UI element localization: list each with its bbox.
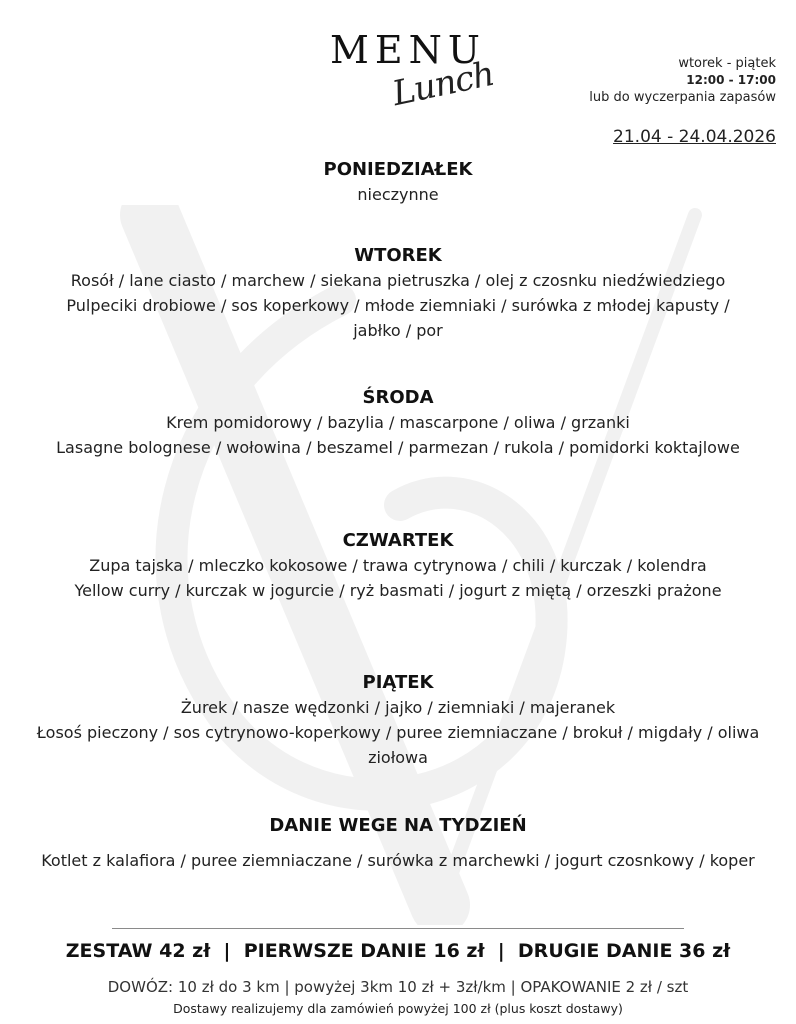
dish-line: Zupa tajska / mleczko kokosowe / trawa cytrynowa / chili / kurczak / kolendra — [89, 556, 707, 575]
dish-line: Krem pomidorowy / bazylia / mascarpone / oliwa / grzanki — [166, 413, 630, 432]
day-tuesday — [0, 244, 796, 343]
day-title: ŚRODA — [362, 387, 434, 408]
day-title: PIĄTEK — [362, 672, 434, 693]
day-title: WTOREK — [354, 245, 442, 266]
day-title: CZWARTEK — [342, 530, 454, 551]
dish-line: Pulpeciki drobiowe / sos koperkowy / młode ziemniaki / surówka z młodej kapusty / — [66, 296, 730, 315]
dish-line: Łosoś pieczony / sos cytrynowo-koperkowy / puree ziemniaczane / brokuł / migdały / oliwa — [36, 723, 760, 742]
dish-line: Rosół / lane ciasto / marchew / siekana pietruszka / olej z czosnku niedźwiedziego — [70, 271, 726, 290]
day-wednesday — [0, 386, 796, 460]
availability-note: lub do wyczerpania zapasów — [589, 90, 776, 105]
dish-line: Żurek / nasze wędzonki / jajko / ziemniaki / majeranek — [180, 698, 616, 717]
opening-hours: 12:00 - 17:00 — [686, 73, 776, 87]
logo-menu-text: MENU — [330, 28, 486, 72]
day-title: PONIEDZIAŁEK — [323, 159, 473, 180]
dish-line: nieczynne — [357, 185, 439, 204]
opening-info — [589, 55, 776, 106]
dish-line: jabłko / por — [353, 321, 443, 340]
price-list: ZESTAW 42 zł | PIERWSZE DANIE 16 zł | DRUGIE DANIE 36 zł — [65, 940, 731, 962]
delivery-note: Dostawy realizujemy dla zamówień powyżej 100 zł (plus koszt dostawy) — [173, 1001, 623, 1016]
dish-line: Yellow curry / kurczak w jogurcie / ryż basmati / jogurt z miętą / orzeszki prażone — [74, 581, 722, 600]
day-title: DANIE WEGE NA TYDZIEŃ — [269, 815, 527, 836]
footer-divider — [112, 928, 684, 929]
dish-line: Lasagne bolognese / wołowina / beszamel / parmezan / rukola / pomidorki koktajlowe — [56, 438, 740, 457]
dish-line: Kotlet z kalafiora / puree ziemniaczane / surówka z marchewki / jogurt czosnkowy / koper — [41, 851, 755, 870]
delivery-info: DOWÓZ: 10 zł do 3 km | powyżej 3km 10 zł + 3zł/km | OPAKOWANIE 2 zł / szt — [107, 978, 689, 996]
menu-lunch-logo — [330, 28, 498, 115]
vege-of-week — [0, 814, 796, 873]
day-friday — [0, 671, 796, 770]
day-monday — [0, 158, 796, 207]
logo-lunch-text: Lunch — [388, 53, 498, 115]
dish-line: ziołowa — [368, 748, 428, 767]
days-range: wtorek - piątek — [678, 56, 776, 71]
week-date-range: 21.04 - 24.04.2026 — [613, 127, 776, 147]
day-thursday — [0, 529, 796, 603]
